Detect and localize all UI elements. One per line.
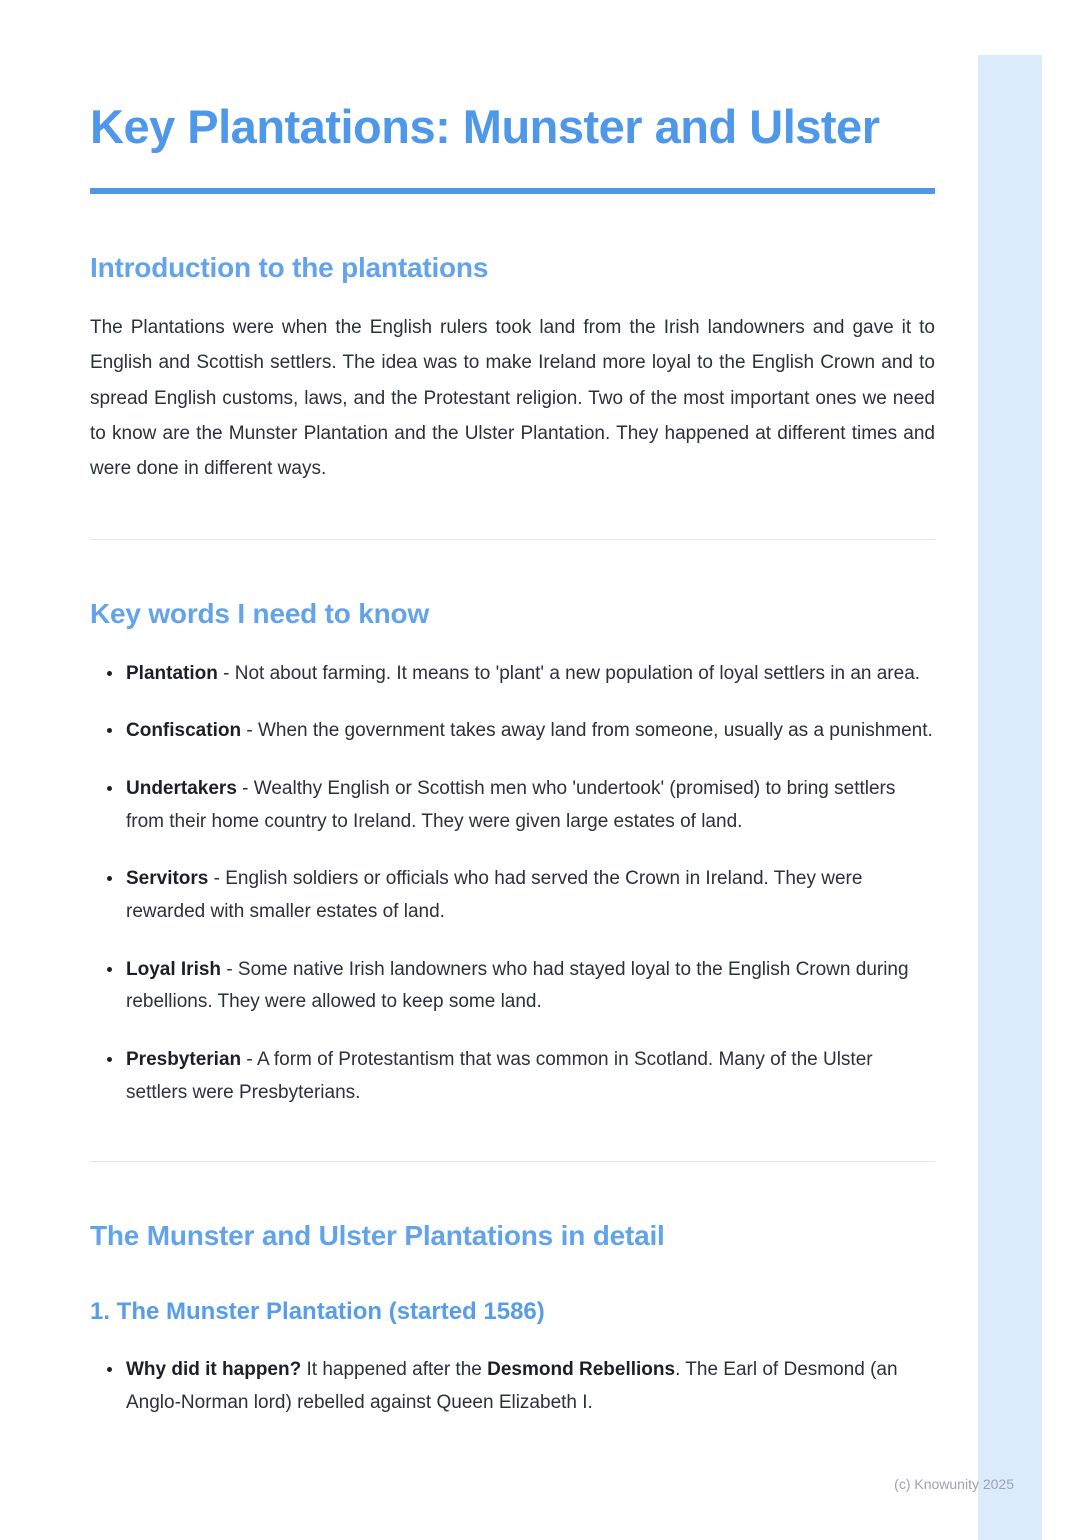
keyword-item-servitors (124, 863, 935, 928)
title-underline-rule (90, 188, 935, 194)
keyword-item-plantation (124, 658, 935, 691)
intro-paragraph: The Plantations were when the English rulers took land from the Irish landowners and gave it to English and Scottish settlers. The idea was to make Ireland more loyal to the English Crown and to spread English customs, laws, and the Protestant religion. Two of the most important ones we need to know are the Munster Plantation and the Ulster Plantation. They happened at different times and were done in different ways. (90, 317, 935, 480)
munster-plantation-heading: 1. The Munster Plantation (started 1586) (90, 1298, 545, 1326)
keyword-desc: - A form of Protestantism that was common in Scotland. Many of the Ulster settlers were Presbyterians. (126, 1049, 873, 1103)
munster-why-rest: . The Earl of Desmond (an Anglo-Norman lord) rebelled against Queen Elizabeth I. (126, 1359, 898, 1414)
keyword-desc: - When the government takes away land from someone, usually as a punishment. (246, 720, 933, 742)
keyword-desc: - Wealthy English or Scottish men who 'undertook' (promised) to bring settlers from their home country to Ireland. They were given large estates of land. (126, 778, 896, 832)
keyword-term: Plantation (126, 662, 218, 684)
keyword-term: Servitors (126, 868, 209, 890)
munster-why-lead: Why did it happen? (126, 1359, 302, 1381)
keyword-term: Presbyterian (126, 1049, 242, 1071)
keyword-term: Confiscation (126, 720, 242, 742)
section-divider (90, 539, 935, 540)
intro-heading: Introduction to the plantations (90, 252, 489, 284)
detail-heading: The Munster and Ulster Plantations in detail (90, 1220, 665, 1252)
keyword-desc: - Some native Irish landowners who had stayed loyal to the English Crown during rebellions. They were allowed to keep some land. (126, 958, 909, 1013)
section-divider (90, 1161, 935, 1162)
keywords-heading: Key words I need to know (90, 597, 430, 629)
document-content (90, 0, 935, 1540)
keyword-item-loyal-irish (124, 954, 935, 1019)
keyword-term: Loyal Irish (126, 958, 222, 980)
page-title: Key Plantations: Munster and Ulster (90, 100, 880, 153)
munster-why-item (124, 1354, 935, 1419)
keyword-item-presbyterian (124, 1044, 935, 1109)
page-edge-stripe (978, 55, 1042, 1540)
keyword-list (90, 658, 935, 1110)
keyword-term: Undertakers (126, 778, 237, 800)
keyword-desc: - English soldiers or officials who had served the Crown in Ireland. They were rewarded with smaller estates of land. (126, 868, 863, 923)
keyword-desc: - Not about farming. It means to 'plant' a new population of loyal settlers in an area. (223, 662, 921, 684)
munster-why-mid: It happened after the (306, 1359, 482, 1381)
keyword-item-confiscation (124, 715, 935, 748)
keyword-item-undertakers (124, 773, 935, 838)
munster-why-bold: Desmond Rebellions (487, 1359, 676, 1381)
munster-bullet-list (90, 1354, 935, 1419)
footer-credit: (c) Knowunity 2025 (894, 1475, 1014, 1492)
